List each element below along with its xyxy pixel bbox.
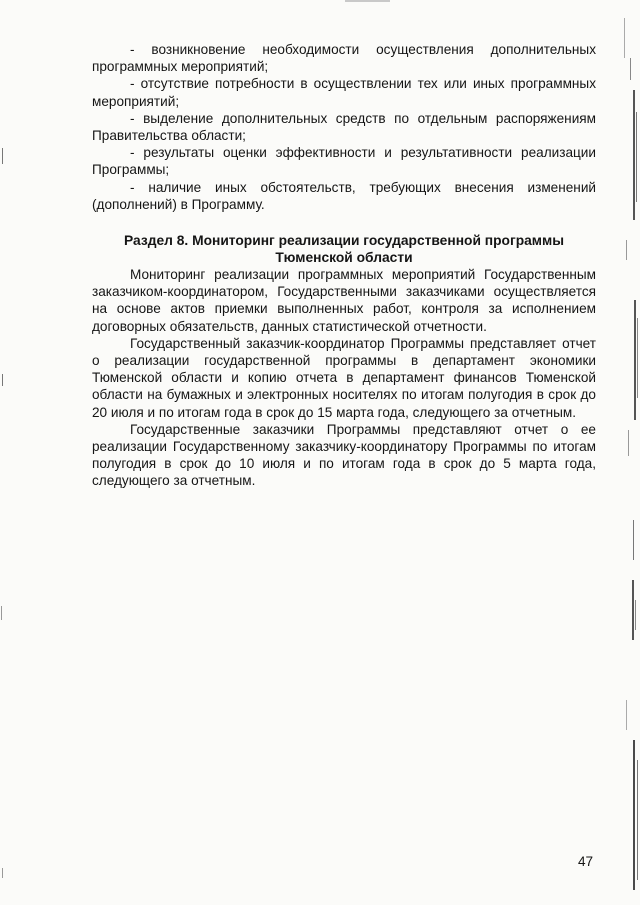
scan-artifact <box>345 0 390 2</box>
section-heading <box>92 232 596 266</box>
page-number: 47 <box>578 854 594 869</box>
section-heading-line: Раздел 8. Мониторинг реализации государственной программы <box>123 233 564 249</box>
list-item: - выделение дополнительных средств по отдельным распоряжениям Правительства области; <box>92 110 596 144</box>
scan-edge-marks-left <box>0 0 8 905</box>
list-item: - результаты оценки эффективности и результативности реализации Программы; <box>92 145 596 178</box>
list-item: - отсутствие потребности в осуществлении тех или иных программных мероприятий; <box>92 76 596 109</box>
body-paragraph: Мониторинг реализации программных мероприятий Государственным заказчиком-координатором, Государственными заказчиками осуществляется на основе актов приемки выполненных работ, контроля за исполнением договорных обязательств, данных статистической отчетности. <box>92 267 596 334</box>
body-paragraph: Государственный заказчик-координатор Программы представляет отчет о реализации государственной программы в департамент экономики Тюменской области и копию отчета в департамент финансов Тюменской области на бумажных и электронных носителях по итогам полугодия в срок до 20 июля и по итогам года в срок до 15 марта года, следующего за отчетным. <box>92 335 596 420</box>
scan-edge-noise-right <box>622 0 640 905</box>
document-body <box>92 41 596 490</box>
body-paragraph: Государственные заказчики Программы представляют отчет о ее реализации Государственному заказчику-координатору Программы по итогам полугодия в срок до 10 июля и по итогам года в срок до 5 марта года, следующего за отчетным. <box>92 421 596 489</box>
list-item: - наличие иных обстоятельств, требующих внесения изменений (дополнений) в Программу. <box>92 179 596 212</box>
section-heading-line: Тюменской области <box>275 250 413 266</box>
list-item: - возникновение необходимости осуществления дополнительных программных мероприятий; <box>92 42 596 75</box>
